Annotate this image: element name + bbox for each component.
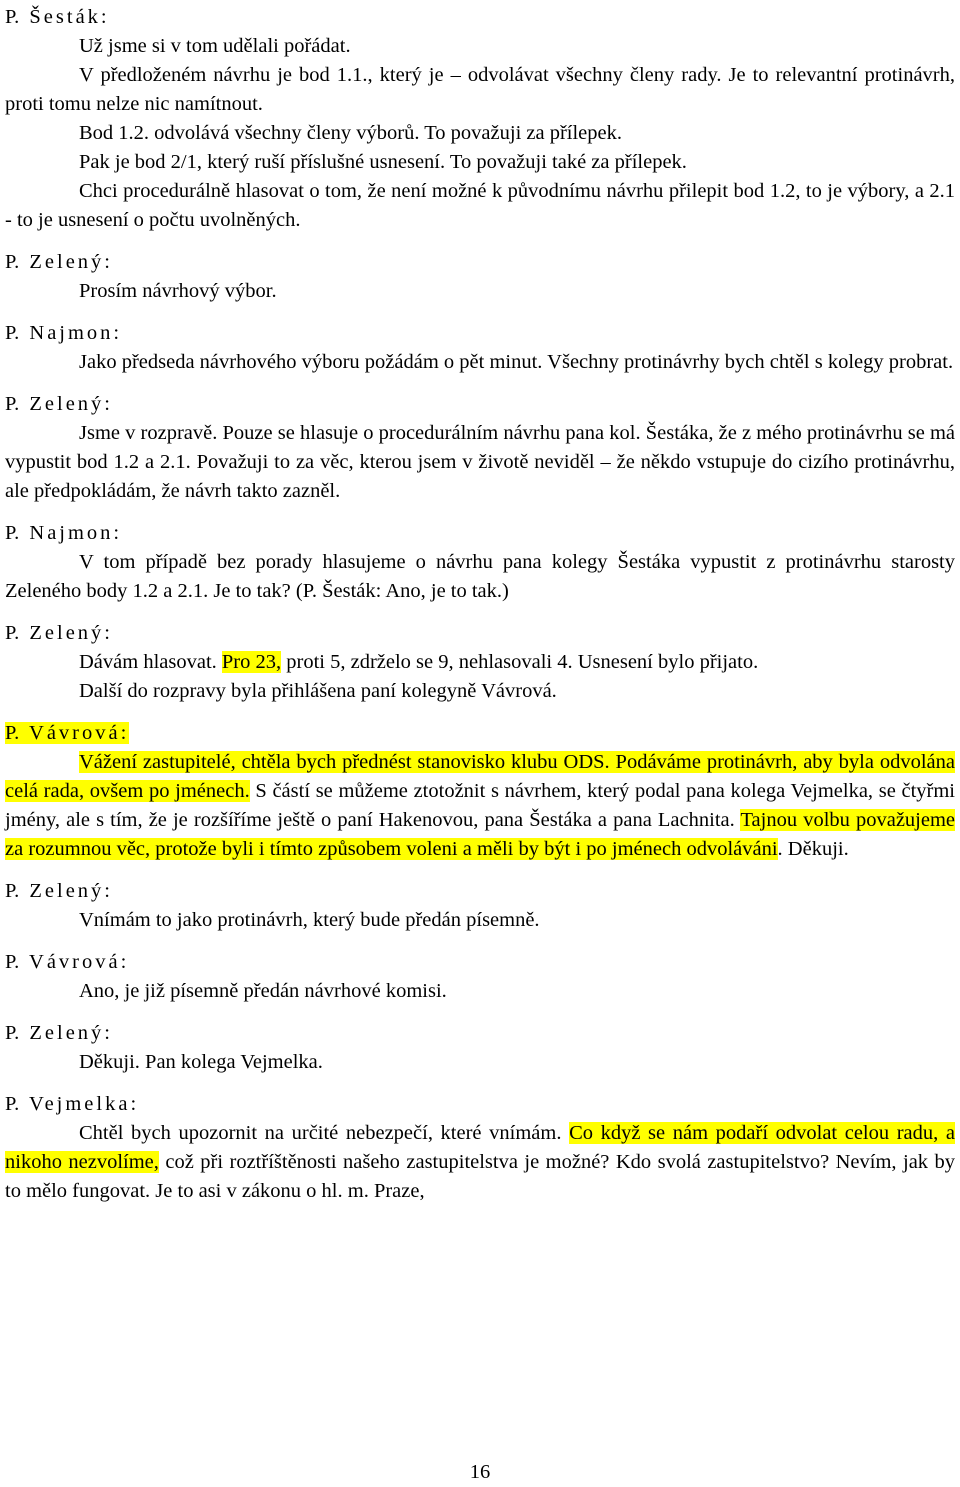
text-segment: V předloženém návrhu je bod 1.1., který je – odvolávat všechny členy rady. Je to relevantní protinávrh, proti tomu nelze nic namítnout.: [5, 64, 955, 115]
speaker-label: [5, 519, 955, 548]
speaker-prefix: P.: [5, 322, 20, 344]
speaker-name: Vejmelka:: [29, 1093, 140, 1115]
speaker-label: [5, 1090, 955, 1119]
speaker-label: [5, 619, 955, 648]
paragraph: [5, 548, 955, 606]
document-body: [5, 3, 955, 1206]
paragraph: [5, 677, 955, 706]
highlighted-text: Tajnou volbu považujeme za rozumnou věc, protože byli i tímto způsobem voleni a měli by být i po jménech odvoláváni: [5, 809, 956, 860]
text-segment: což při roztříštěnosti našeho zastupitelstva je možné? Kdo svolá zastupitelstvo? Nevím, jak by to mělo fungovat. Je to asi v zákonu o hl. m. Praze,: [5, 1151, 955, 1202]
speaker-prefix: P.: [5, 393, 20, 415]
speech-block: [5, 948, 955, 1006]
text-segment: V tom případě bez porady hlasujeme o návrhu pana kolegy Šestáka vypustit z protinávrhu starosty Zeleného body 1.2 a 2.1. Je to tak? (P. Šesták: Ano, je to tak.): [5, 551, 955, 602]
paragraph: [5, 1048, 955, 1077]
highlighted-text: Co když se nám podaří odvolat celou radu, a nikoho nezvolíme,: [5, 1122, 955, 1173]
text-segment: Jako předseda návrhového výboru požádám o pět minut. Všechny protinávrhy bych chtěl s kolegy probrat.: [79, 351, 954, 373]
speaker-label: [5, 719, 955, 748]
block-gap: [5, 235, 955, 248]
paragraph: [5, 32, 955, 61]
text-segment: Pak je bod 2/1, který ruší příslušné usnesení. To považuji také za přílepek.: [79, 151, 687, 173]
speaker-name: Šesták:: [29, 6, 110, 28]
speaker-text: [5, 322, 122, 344]
speaker-name: Zelený:: [29, 251, 114, 273]
text-segment: . Děkuji.: [777, 838, 849, 860]
speaker-label: [5, 877, 955, 906]
speaker-prefix: P.: [5, 1093, 20, 1115]
speaker-label: [5, 248, 955, 277]
speech-block: [5, 719, 955, 864]
speech-block: [5, 248, 955, 306]
speech-block: [5, 519, 955, 606]
paragraph: [5, 119, 955, 148]
speaker-text: [5, 1022, 113, 1044]
paragraph: [5, 277, 955, 306]
block-gap: [5, 706, 955, 719]
speaker-text: [5, 251, 113, 273]
speaker-label: [5, 3, 955, 32]
text-segment: Ano, je již písemně předán návrhové komisi.: [79, 980, 447, 1002]
text-segment: Prosím návrhový výbor.: [79, 280, 277, 302]
speaker-text: [5, 880, 113, 902]
speaker-text: [5, 1093, 139, 1115]
speech-block: [5, 3, 955, 235]
text-segment: Vnímám to jako protinávrh, který bude předán písemně.: [79, 909, 540, 931]
speaker-label: [5, 319, 955, 348]
block-gap: [5, 606, 955, 619]
page-number: 16: [469, 1461, 491, 1483]
speaker-text: [5, 622, 113, 644]
text-segment: Chci procedurálně hlasovat o tom, že není možné k původnímu návrhu přilepit bod 1.2, to je výbory, a 2.1 - to je usnesení o počtu uvolněných.: [5, 180, 955, 231]
block-gap: [5, 306, 955, 319]
speech-block: [5, 319, 955, 377]
speaker-name: Vávrová:: [29, 951, 130, 973]
block-gap: [5, 377, 955, 390]
speaker-text: [5, 951, 129, 973]
speaker-label: [5, 1019, 955, 1048]
paragraph: [5, 348, 955, 377]
block-gap: [5, 506, 955, 519]
text-segment: Děkuji. Pan kolega Vejmelka.: [79, 1051, 323, 1073]
speaker-prefix: P.: [5, 522, 20, 544]
speaker-name: Vávrová:: [29, 722, 130, 744]
speech-block: [5, 390, 955, 506]
paragraph: [5, 906, 955, 935]
speaker-name: Zelený:: [29, 880, 114, 902]
speaker-prefix: P.: [5, 722, 20, 744]
speaker-text: [5, 522, 122, 544]
text-segment: proti 5, zdrželo se 9, nehlasovali 4. Usnesení bylo přijato.: [281, 651, 759, 673]
paragraph: [5, 648, 955, 677]
speaker-prefix: P.: [5, 951, 20, 973]
block-gap: [5, 1006, 955, 1019]
speech-block: [5, 877, 955, 935]
paragraph: [5, 148, 955, 177]
block-gap: [5, 935, 955, 948]
speaker-prefix: P.: [5, 1022, 20, 1044]
speaker-text: [5, 6, 110, 28]
speaker-text: [5, 722, 129, 744]
speaker-label: [5, 948, 955, 977]
speaker-prefix: P.: [5, 622, 20, 644]
speech-block: [5, 1019, 955, 1077]
paragraph: [5, 748, 955, 864]
text-segment: Chtěl bych upozornit na určité nebezpečí, které vnímám.: [79, 1122, 570, 1144]
speaker-name: Zelený:: [29, 622, 114, 644]
speech-block: [5, 1090, 955, 1206]
speaker-label: [5, 390, 955, 419]
text-segment: S částí se můžeme ztotožnit s návrhem, který podal pana kolega Vejmelka, se čtyřmi jmény, ale s tím, že je rozšíříme ještě o paní Hakenovou, pana Šestáka a pana Lachnita.: [5, 780, 955, 831]
text-segment: Dávám hlasovat.: [79, 651, 222, 673]
speaker-name: Zelený:: [29, 393, 114, 415]
paragraph: [5, 177, 955, 235]
paragraph: [5, 977, 955, 1006]
speaker-name: Najmon:: [29, 522, 123, 544]
block-gap: [5, 864, 955, 877]
paragraph: [5, 419, 955, 506]
speaker-name: Zelený:: [29, 1022, 114, 1044]
paragraph: [5, 61, 955, 119]
speech-block: [5, 619, 955, 706]
text-segment: Další do rozpravy byla přihlášena paní kolegyně Vávrová.: [79, 680, 557, 702]
speaker-name: Najmon:: [29, 322, 123, 344]
speaker-prefix: P.: [5, 6, 20, 28]
speaker-prefix: P.: [5, 251, 20, 273]
highlighted-text: Vážení zastupitelé, chtěla bych přednést stanovisko klubu ODS. Podáváme protinávrh, aby byla odvolána celá rada, ovšem po jménech.: [5, 751, 955, 802]
speaker-prefix: P.: [5, 880, 20, 902]
block-gap: [5, 1077, 955, 1090]
speaker-text: [5, 393, 113, 415]
paragraph: [5, 1119, 955, 1206]
text-segment: Jsme v rozpravě. Pouze se hlasuje o procedurálním návrhu pana kol. Šestáka, že z mého protinávrhu se má vypustit bod 1.2 a 2.1. Považuji to za věc, kterou jsem v životě neviděl – že někdo vstupuje do cizího protinávrhu, ale předpokládám, že návrh takto zazněl.: [5, 422, 955, 502]
highlighted-text: Pro 23,: [221, 651, 282, 673]
text-segment: Bod 1.2. odvolává všechny členy výborů. To považuji za přílepek.: [79, 122, 623, 144]
text-segment: Už jsme si v tom udělali pořádat.: [79, 35, 351, 57]
